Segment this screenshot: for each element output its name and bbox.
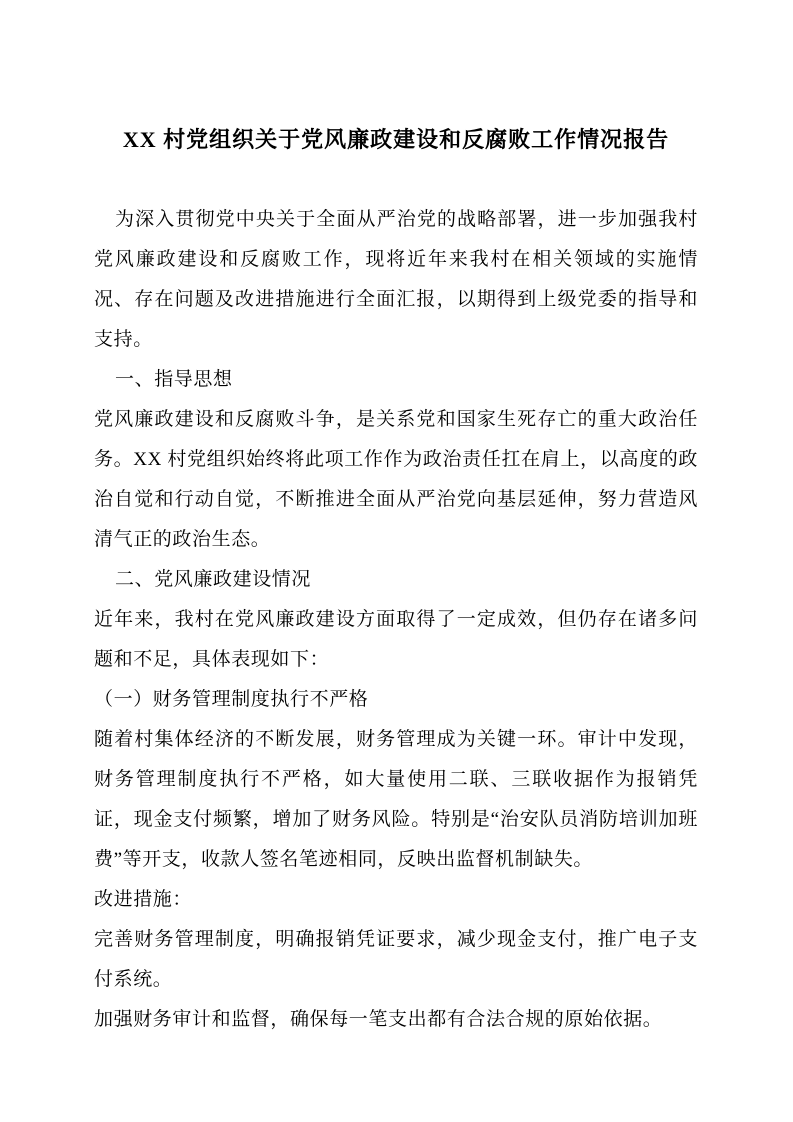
paragraph-measure-audit-supervision: 加强财务审计和监督，确保每一笔支出都有合法合规的原始依据。 [94, 1009, 663, 1030]
document-title: XX 村党组织关于党风廉政建设和反腐败工作情况报告 [122, 127, 670, 152]
paragraph-financial-issues: 随着村集体经济的不断发展，财务管理成为关键一环。审计中发现，财务管理制度执行不严格，如大量使用二联、三联收据作为报销凭证，现金支付频繁，增加了财务风险。特别是“治安队员消防培训加班费”等开支，收款人签名笔迹相同，反映出监督机制缺失。 [94, 729, 698, 870]
paragraph-guiding-ideology: 党风廉政建设和反腐败斗争，是关系党和国家生死存亡的重大政治任务。XX 村党组织始终将此项工作作为政治责任扛在肩上，以高度的政治自觉和行动自觉，不断推进全面从严治党向基层延伸，努力营造风清气正的政治生态。 [94, 409, 698, 550]
section-heading-integrity-construction: 二、党风廉政建设情况 [115, 569, 312, 590]
intro-paragraph: 为深入贯彻党中央关于全面从严治党的战略部署，进一步加强我村党风廉政建设和反腐败工作，现将近年来我村在相关领域的实施情况、存在问题及改进措施进行全面汇报，以期得到上级党委的指导和支持。 [94, 209, 698, 350]
section-heading-guiding-ideology: 一、指导思想 [115, 369, 233, 390]
improvement-measures-label: 改进措施： [94, 889, 193, 910]
subsection-heading-financial-management: （一）财务管理制度执行不严格 [94, 689, 369, 710]
paragraph-measure-finance-system: 完善财务管理制度，明确报销凭证要求，减少现金支付，推广电子支付系统。 [94, 929, 698, 990]
paragraph-overview: 近年来，我村在党风廉政建设方面取得了一定成效，但仍存在诸多问题和不足，具体表现如下： [94, 609, 698, 670]
